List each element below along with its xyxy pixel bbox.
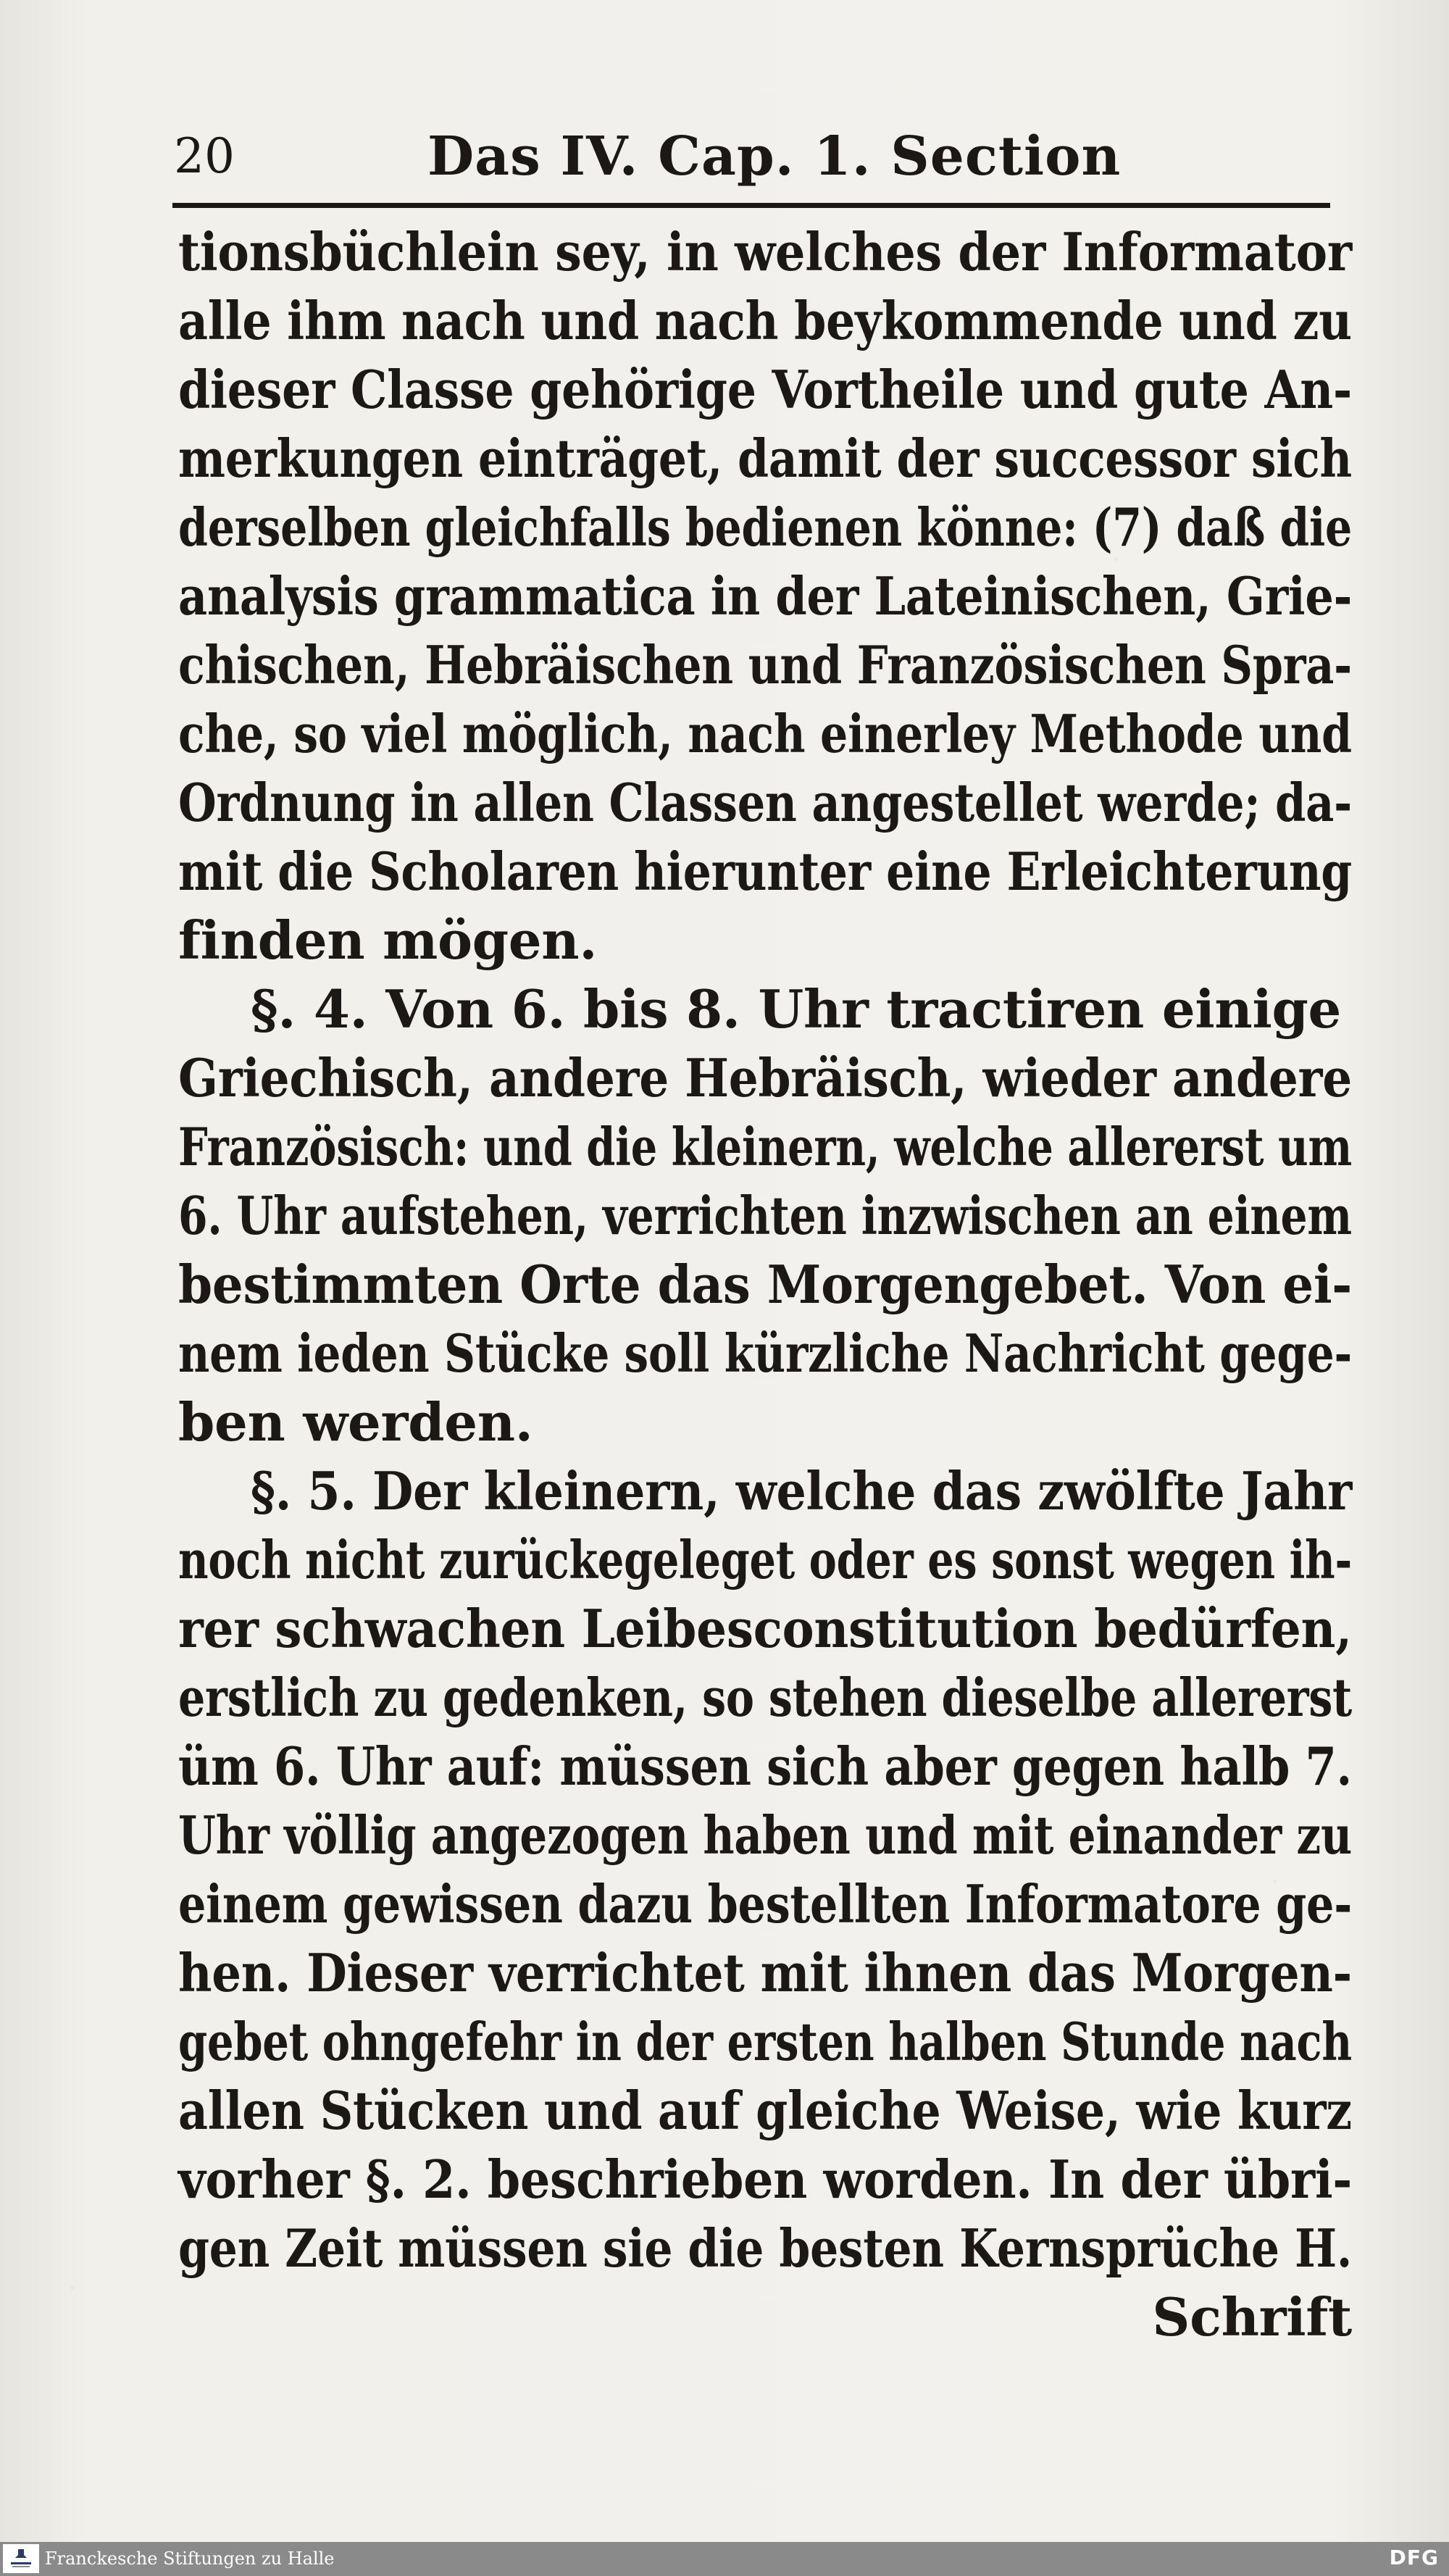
- text-line: analysis grammatica in der Lateinischen, Grie-: [178, 565, 1353, 627]
- text-line: dieser Classe gehörige Vortheile und gute An-: [178, 359, 1353, 420]
- text-line: erstlich zu gedenken, so stehen dieselbe allererst: [178, 1667, 1353, 1728]
- text-line: nem ieden Stücke soll kürzliche Nachricht gege-: [178, 1322, 1352, 1384]
- text-line: tionsbüchlein sey, in welches der Informator: [178, 221, 1352, 283]
- body-text: [178, 217, 1352, 2351]
- text-line: derselben gleichfalls bedienen könne: (7) daß die: [178, 496, 1353, 558]
- text-line: Ordnung in allen Classen angestellet werde; da-: [178, 772, 1352, 833]
- text-line: chischen, Hebräischen und Französischen Spra-: [178, 634, 1353, 696]
- text-line: vorher §. 2. beschrieben worden. In der übri-: [178, 2148, 1353, 2210]
- text-line: finden mögen.: [178, 909, 598, 971]
- text-line: §. 5. Der kleinern, welche das zwölfte Jahr: [251, 1460, 1353, 1522]
- institution-logo-glyph: [7, 2546, 36, 2571]
- text-line: merkungen einträget, damit der successor sich: [178, 428, 1352, 489]
- text-line: che, so viel möglich, nach einerley Methode und: [178, 703, 1352, 764]
- text-line: Uhr völlig angezogen haben und mit einander zu: [178, 1804, 1352, 1866]
- text-line: üm 6. Uhr auf: müssen sich aber gegen halb 7.: [178, 1735, 1352, 1797]
- text-line: Französisch: und die kleinern, welche allererst um: [178, 1116, 1352, 1177]
- text-line: alle ihm nach und nach beykommende und zu: [178, 290, 1352, 351]
- running-head: Das IV. Cap. 1. Section: [427, 125, 1122, 188]
- text-line: bestimmten Orte das Morgengebet. Von ei-: [178, 1254, 1353, 1315]
- institution-name[interactable]: Franckesche Stiftungen zu Halle: [45, 2548, 335, 2569]
- catchword: Schrift: [1152, 2286, 1352, 2348]
- text-line: einem gewissen dazu bestellten Informatore ge-: [178, 1873, 1352, 1935]
- funder-logo: DFG: [1389, 2546, 1439, 2569]
- text-line: Griechisch, andere Hebräisch, wieder andere: [178, 1047, 1352, 1109]
- text-line: §. 4. Von 6. bis 8. Uhr tractiren einige: [251, 978, 1342, 1040]
- institution-logo-icon: [3, 2544, 39, 2573]
- text-line: rer schwachen Leibesconstitution bedürfen,: [178, 1598, 1352, 1659]
- text-line: allen Stücken und auf gleiche Weise, wie kurz: [178, 2080, 1352, 2141]
- text-line: mit die Scholaren hierunter eine Erleichterung: [178, 841, 1353, 902]
- text-line: noch nicht zurückegeleget oder es sonst wegen ih-: [178, 1529, 1353, 1591]
- text-line: ben werden.: [178, 1391, 533, 1453]
- text-line: 6. Uhr aufstehen, verrichten inzwischen an einem: [178, 1185, 1352, 1246]
- header-rule: [172, 203, 1330, 208]
- page-number: 20: [174, 128, 235, 184]
- page-header: [174, 120, 1333, 192]
- text-line: gebet ohngefehr in der ersten halben Stunde nach: [178, 2011, 1352, 2072]
- text-line: hen. Dieser verrichtet mit ihnen das Morgen-: [178, 1942, 1352, 2004]
- text-line: gen Zeit müssen sie die besten Kernsprüche H.: [178, 2217, 1352, 2279]
